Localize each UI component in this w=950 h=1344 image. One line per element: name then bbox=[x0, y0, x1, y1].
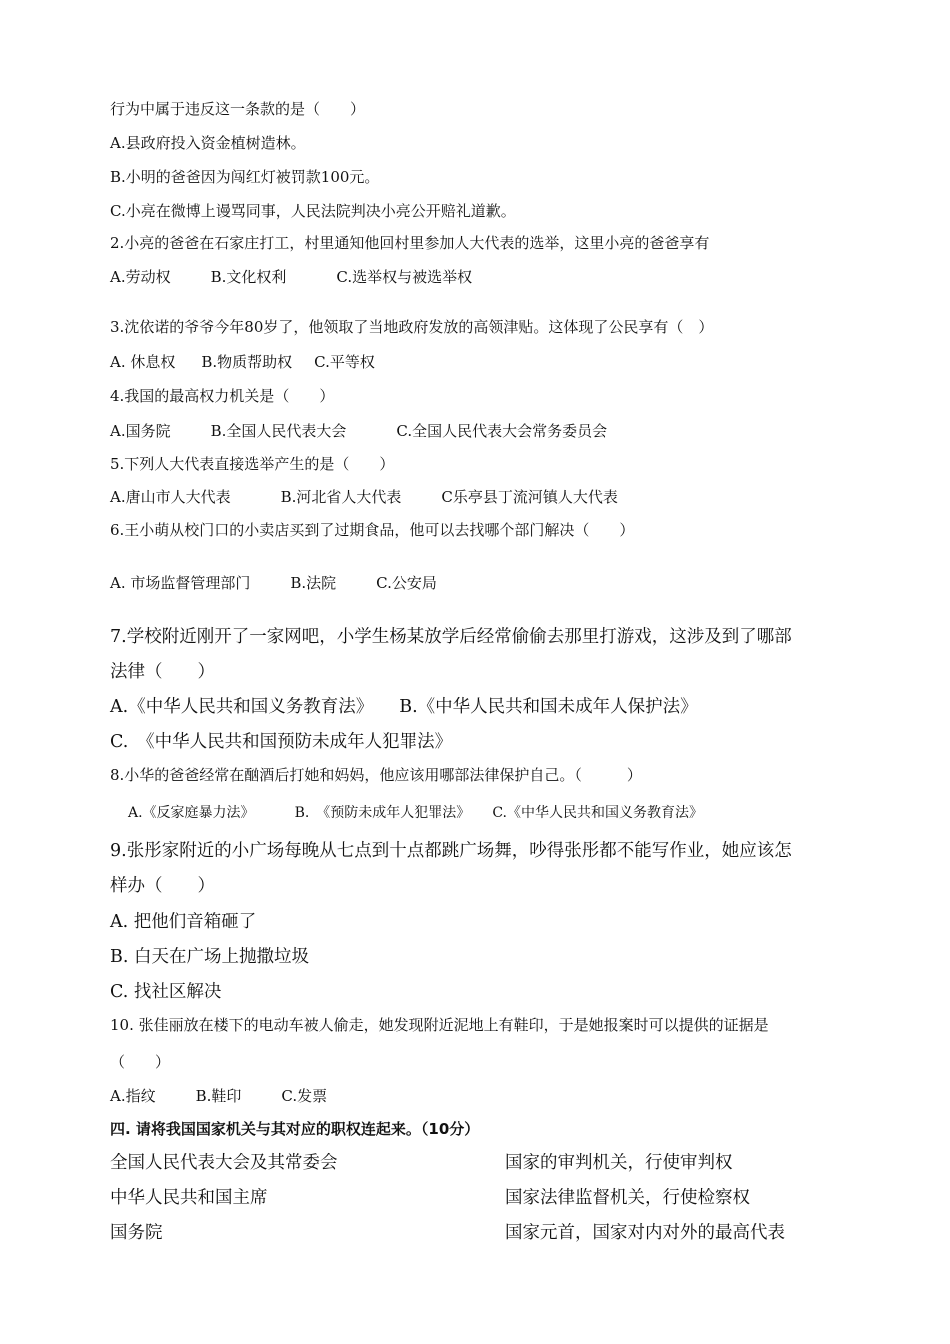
option-b: B.鞋印 bbox=[195, 1087, 242, 1105]
option-b: B. 《预防未成年人犯罪法》 bbox=[294, 805, 471, 821]
option-b: B.全国人民代表大会 bbox=[210, 422, 347, 440]
option-a: A. 休息权 bbox=[110, 353, 176, 371]
option-a: A.《反家庭暴力法》 bbox=[128, 805, 255, 821]
matching-right-item: 国家法律监督机关，行使检察权 bbox=[505, 1188, 750, 1208]
question-10-options bbox=[110, 1089, 327, 1104]
option-c: C. 找社区解决 bbox=[110, 982, 222, 1002]
option-a: A.县政府投入资金植树造林。 bbox=[110, 134, 306, 152]
question-3: 3.沈依诺的爷爷今年80岁了，他领取了当地政府发放的高领津贴。这体现了公民享有（ ） bbox=[110, 318, 714, 336]
question-text: 行为中属于违反这一条款的是（ ） bbox=[110, 100, 366, 118]
option-c: C. 《中华人民共和国预防未成年人犯罪法》 bbox=[110, 732, 453, 752]
option-c: C.全国人民代表大会常务委员会 bbox=[396, 422, 608, 440]
matching-left-item: 全国人民代表大会及其常委会 bbox=[110, 1153, 338, 1173]
option-c: C.发票 bbox=[281, 1087, 328, 1105]
option-a: A.指纹 bbox=[110, 1087, 156, 1105]
option-b: B.《中华人民共和国未成年人保护法》 bbox=[399, 697, 698, 717]
question-5: 5.下列人大代表直接选举产生的是（ ） bbox=[110, 455, 395, 473]
matching-right-item: 国家元首，国家对内对外的最高代表 bbox=[505, 1223, 785, 1243]
matching-right-item: 国家的审判机关，行使审判权 bbox=[505, 1153, 733, 1173]
option-b: B.文化权利 bbox=[210, 268, 287, 286]
option-b: B.物质帮助权 bbox=[201, 353, 293, 371]
question-3-options bbox=[110, 355, 375, 370]
question-8: 8.小华的爸爸经常在酗酒后打她和妈妈，他应该用哪部法律保护自己。（ ） bbox=[110, 766, 642, 784]
option-a: A.唐山市人大代表 bbox=[110, 488, 231, 506]
option-b: B.法院 bbox=[290, 574, 337, 592]
question-2: 2.小亮的爸爸在石家庄打工，村里通知他回村里参加人大代表的选举，这里小亮的爸爸享有 bbox=[110, 234, 710, 252]
section-heading: 四. 请将我国国家机关与其对应的职权连起来。（10分） bbox=[110, 1120, 480, 1138]
question-10: 10. 张佳丽放在楼下的电动车被人偷走，她发现附近泥地上有鞋印，于是她报案时可以提供的证据是 bbox=[110, 1016, 769, 1034]
option-a: A.《中华人民共和国义务教育法》 bbox=[110, 697, 374, 717]
option-b: B.河北省人大代表 bbox=[280, 488, 402, 506]
option-a: A. 把他们音箱砸了 bbox=[110, 912, 257, 932]
question-4-options bbox=[110, 424, 607, 439]
question-7-options-ab bbox=[110, 699, 698, 717]
matching-left-item: 中华人民共和国主席 bbox=[110, 1188, 268, 1208]
option-a: A.国务院 bbox=[110, 422, 171, 440]
option-c: C.公安局 bbox=[376, 574, 437, 592]
question-6: 6.王小萌从校门口的小卖店买到了过期食品，他可以去找哪个部门解决（ ） bbox=[110, 521, 635, 539]
question-9: 9.张彤家附近的小广场每晚从七点到十点都跳广场舞，吵得张彤都不能写作业，她应该怎 bbox=[110, 841, 792, 861]
question-7-cont: 法律（ ） bbox=[110, 662, 215, 682]
question-9-cont: 样办（ ） bbox=[110, 876, 215, 896]
question-10-cont: （ ） bbox=[110, 1053, 171, 1071]
option-c: C乐亭县丁流河镇人大代表 bbox=[441, 488, 618, 506]
question-8-options bbox=[128, 806, 703, 820]
question-4: 4.我国的最高权力机关是（ ） bbox=[110, 387, 335, 405]
question-2-options bbox=[110, 270, 472, 285]
option-c: C.小亮在微博上谩骂同事，人民法院判决小亮公开赔礼道歉。 bbox=[110, 202, 516, 220]
question-5-options bbox=[110, 490, 618, 505]
option-a: A.劳动权 bbox=[110, 268, 171, 286]
option-c: C.《中华人民共和国义务教育法》 bbox=[492, 805, 703, 821]
option-b: B.小明的爸爸因为闯红灯被罚款100元。 bbox=[110, 168, 380, 186]
option-c: C.选举权与被选举权 bbox=[336, 268, 473, 286]
matching-left-item: 国务院 bbox=[110, 1223, 163, 1243]
question-7: 7.学校附近刚开了一家网吧，小学生杨某放学后经常偷偷去那里打游戏，这涉及到了哪部 bbox=[110, 627, 792, 647]
option-a: A. 市场监督管理部门 bbox=[110, 574, 251, 592]
question-6-options bbox=[110, 576, 437, 591]
option-b: B. 白天在广场上抛撒垃圾 bbox=[110, 947, 309, 967]
option-c: C.平等权 bbox=[314, 353, 375, 371]
